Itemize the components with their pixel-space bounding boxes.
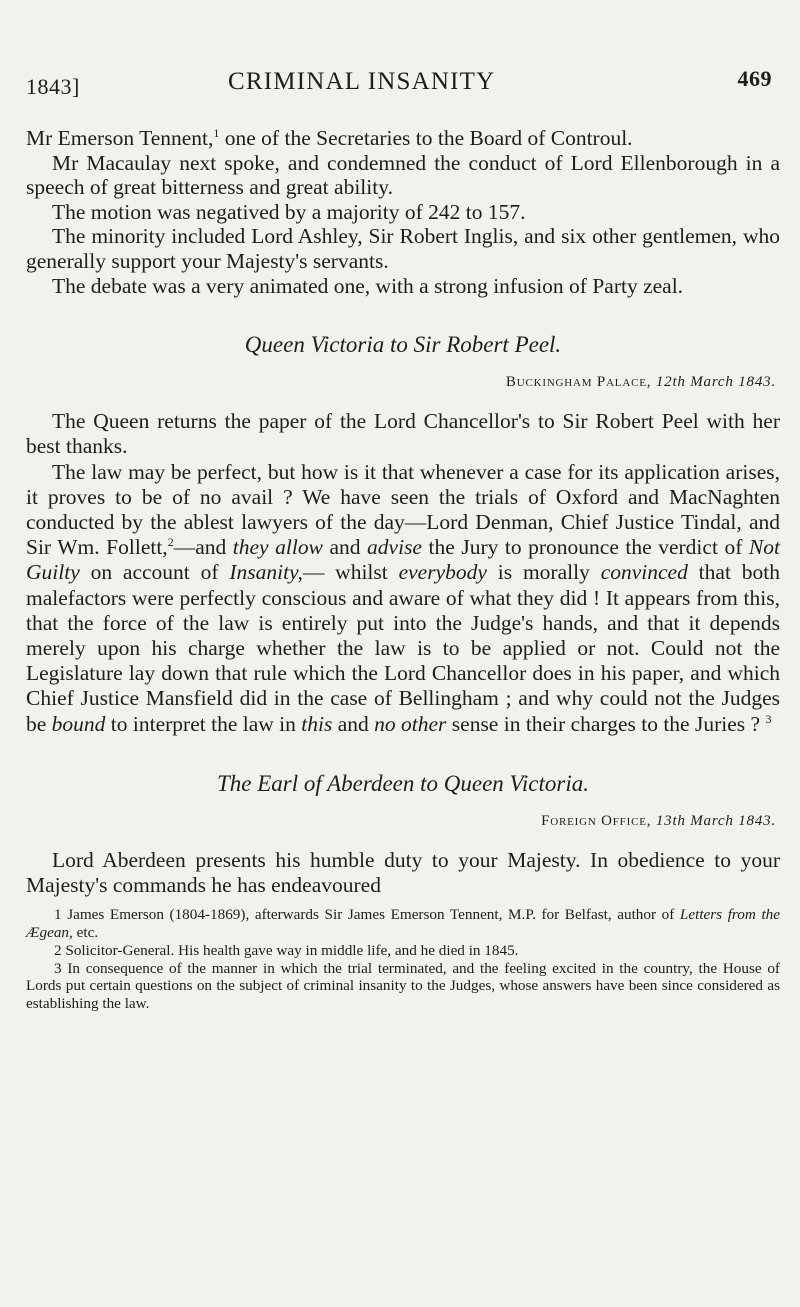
letter-1-paragraph-1: The Queen returns the paper of the Lord Chancellor's to Sir Robert Peel with her best thanks.: [26, 409, 780, 459]
text-run: the Jury to pronounce the verdict of: [421, 535, 749, 560]
letter-1-body: [26, 409, 780, 737]
header-title: CRIMINAL INSANITY: [228, 68, 496, 95]
page-number: 469: [737, 66, 772, 91]
footnote-number: 1: [54, 906, 62, 924]
footnote-text: James Emerson (1804-1869), afterwards Sir James Emerson Tennent, M.P. for Belfast, author of: [61, 906, 680, 924]
opening-paragraph-5: The debate was a very animated one, with a strong infusion of Party zeal.: [52, 273, 684, 298]
footnote-emphasis: Letters from the Ægean,: [26, 906, 780, 941]
text-run: and: [322, 535, 368, 560]
running-head: [26, 66, 780, 106]
opening-text: Mr Emerson Tennent,: [26, 126, 214, 150]
opening-paragraph-1: [26, 126, 780, 151]
footnote-ref-1: 1: [213, 125, 220, 140]
text-run: — whilst: [302, 560, 399, 585]
text-run: to interpret the law in: [105, 711, 302, 736]
letter-2-body: [26, 848, 780, 898]
letter-1-place: Buckingham Palace,: [505, 374, 652, 391]
text-run: on account of: [79, 560, 230, 585]
letter-2-date: 13th March 1843.: [655, 812, 776, 829]
footnote-number: 2: [54, 941, 62, 959]
book-page: [26, 66, 780, 1013]
emphasis: Not Guilty: [26, 535, 780, 585]
footnote-ref-3: 3: [765, 711, 772, 726]
letter-2-place: Foreign Office,: [541, 812, 652, 829]
text-run: —and: [173, 535, 233, 560]
opening-paragraph-4: The minority included Lord Ashley, Sir Robert Inglis, and six other gentlemen, who generally support your Majesty's servants.: [26, 224, 780, 273]
letter-2-title: The Earl of Aberdeen to Queen Victoria.: [217, 770, 589, 796]
letter-1-dateline: [26, 374, 776, 391]
footnote-ref-2: 2: [167, 535, 174, 550]
emphasis: Insanity,: [229, 560, 303, 585]
letter-1-title: Queen Victoria to Sir Robert Peel.: [244, 332, 562, 358]
footnote-text: etc.: [72, 924, 99, 941]
header-year: 1843]: [26, 74, 80, 99]
footnotes: [26, 906, 780, 1013]
footnote-text: In consequence of the manner in which the trial terminated, and the feeling excited in the country, the House of Lords put certain questions on the subject of criminal insanity to the Judges, whose answers have been since considered as establishing the law.: [26, 959, 780, 1013]
opening-paragraph-3: The motion was negatived by a majority of 242 to 157.: [52, 199, 526, 224]
footnote-number: 3: [54, 959, 62, 977]
opening-text-rest: one of the Secretaries to the Board of Controul.: [219, 126, 633, 150]
emphasis: convinced: [600, 560, 688, 585]
emphasis: advise: [367, 535, 422, 560]
text-run: and: [332, 711, 375, 736]
letter-1-paragraph-2: [26, 460, 780, 737]
footnote-2: [26, 942, 780, 960]
footnote-1: [26, 906, 780, 942]
opening-paragraph-2: Mr Macaulay next spoke, and condemned the conduct of Lord Ellenborough in a speech of great bitterness and great ability.: [26, 150, 780, 200]
text-run: sense in their charges to the Juries ?: [446, 711, 761, 736]
emphasis: they allow: [232, 535, 323, 560]
opening-section: [26, 126, 780, 298]
text-run: is morally: [486, 560, 601, 585]
text-run: The law may be perfect, but how is it that whenever a case for its application arises, it proves to be of no avail ? We have seen the trials of Oxford and MacNaghten conducted by the ablest lawyers of the day—Lord Denman, Chief Justice Tindal, and Sir Wm. Follett,: [26, 459, 780, 560]
letter-1-date: 12th March 1843.: [655, 374, 776, 391]
emphasis: this: [301, 711, 333, 736]
emphasis: bound: [51, 711, 106, 736]
text-run: that both malefactors were perfectly conscious and aware of what they did ! It appears from this, that the force of the law is entirely put into the Judge's hands, and that it depends merely upon his charge whether the law is to be applied or not. Could not the Legislature lay down that rule which the Lord Chancellor does in his paper, and which Chief Justice Mansfield did in the case of Bellingham ; and why could not the Judges be: [26, 560, 780, 736]
emphasis: everybody: [398, 560, 487, 585]
letter-2-dateline: [26, 813, 776, 830]
letter-2-paragraph-1: Lord Aberdeen presents his humble duty to your Majesty. In obedience to your Majesty's commands he has endeavoured: [26, 847, 780, 897]
emphasis: no other: [374, 711, 447, 736]
footnote-text: Solicitor-General. His health gave way in middle life, and he died in 1845.: [61, 941, 519, 959]
footnote-3: [26, 960, 780, 1013]
